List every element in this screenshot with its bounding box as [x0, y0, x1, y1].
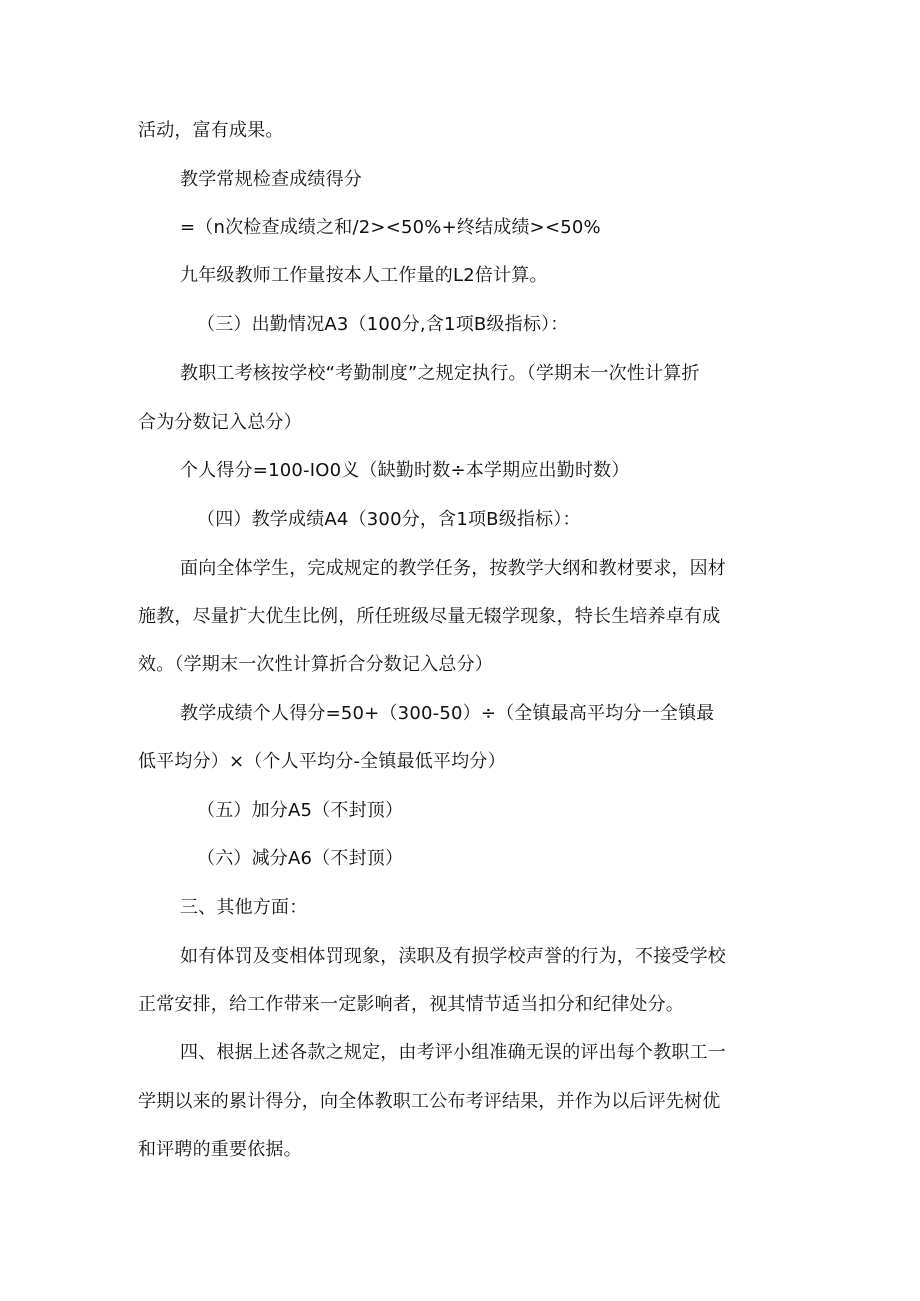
formula-line: 个人得分=100-IO0义（缺勤时数÷本学期应出勤时数） [180, 460, 630, 481]
paragraph-line: 教职工考核按学校“考勤制度”之规定执行。（学期末一次性计算折 [180, 363, 700, 384]
paragraph-line: 正常安排，给工作带来一定影响者，视其情节适当扣分和纪律处分。 [138, 994, 684, 1015]
paragraph-line: 和评聘的重要依据。 [138, 1139, 302, 1160]
paragraph-line: 效。（学期末一次性计算折合分数记入总分） [138, 654, 493, 675]
formula-line: 教学成绩个人得分=50+（300-50）÷（全镇最高平均分一全镇最 [180, 703, 715, 724]
paragraph-line: 面向全体学生，完成规定的教学任务，按教学大纲和教材要求，因材 [180, 558, 726, 579]
formula-line: 低平均分）×（个人平均分-全镇最低平均分） [138, 751, 506, 772]
paragraph-line: 活动，富有成果。 [138, 120, 284, 141]
paragraph-line: 九年级教师工作量按本人工作量的L2倍计算。 [180, 265, 548, 286]
section-heading: （五）加分A5（不封顶） [197, 800, 404, 821]
paragraph-line: 合为分数记入总分） [138, 412, 302, 433]
section-heading: （四）教学成绩A4（300分，含1项B级指标）： [197, 509, 581, 530]
paragraph-line: 如有体罚及变相体罚现象，渎职及有损学校声誉的行为，不接受学校 [180, 946, 726, 967]
section-heading: （三）出勤情况A3（100分,含1项B级指标）： [197, 314, 569, 335]
paragraph-line: 四、根据上述各款之规定，由考评小组准确无误的评出每个教职工一 [180, 1042, 726, 1063]
paragraph-line: 施教，尽量扩大优生比例，所任班级尽量无辍学现象，特长生培养卓有成 [138, 606, 721, 627]
paragraph-line: 学期以来的累计得分，向全体教职工公布考评结果，并作为以后评先树优 [138, 1091, 721, 1112]
formula-line: =（n次检查成绩之和/2><50%+终结成绩><50% [180, 217, 601, 238]
section-heading: （六）减分A6（不封顶） [197, 848, 404, 869]
section-heading: 三、其他方面： [180, 897, 308, 918]
formula-title: 教学常规检查成绩得分 [180, 169, 362, 190]
